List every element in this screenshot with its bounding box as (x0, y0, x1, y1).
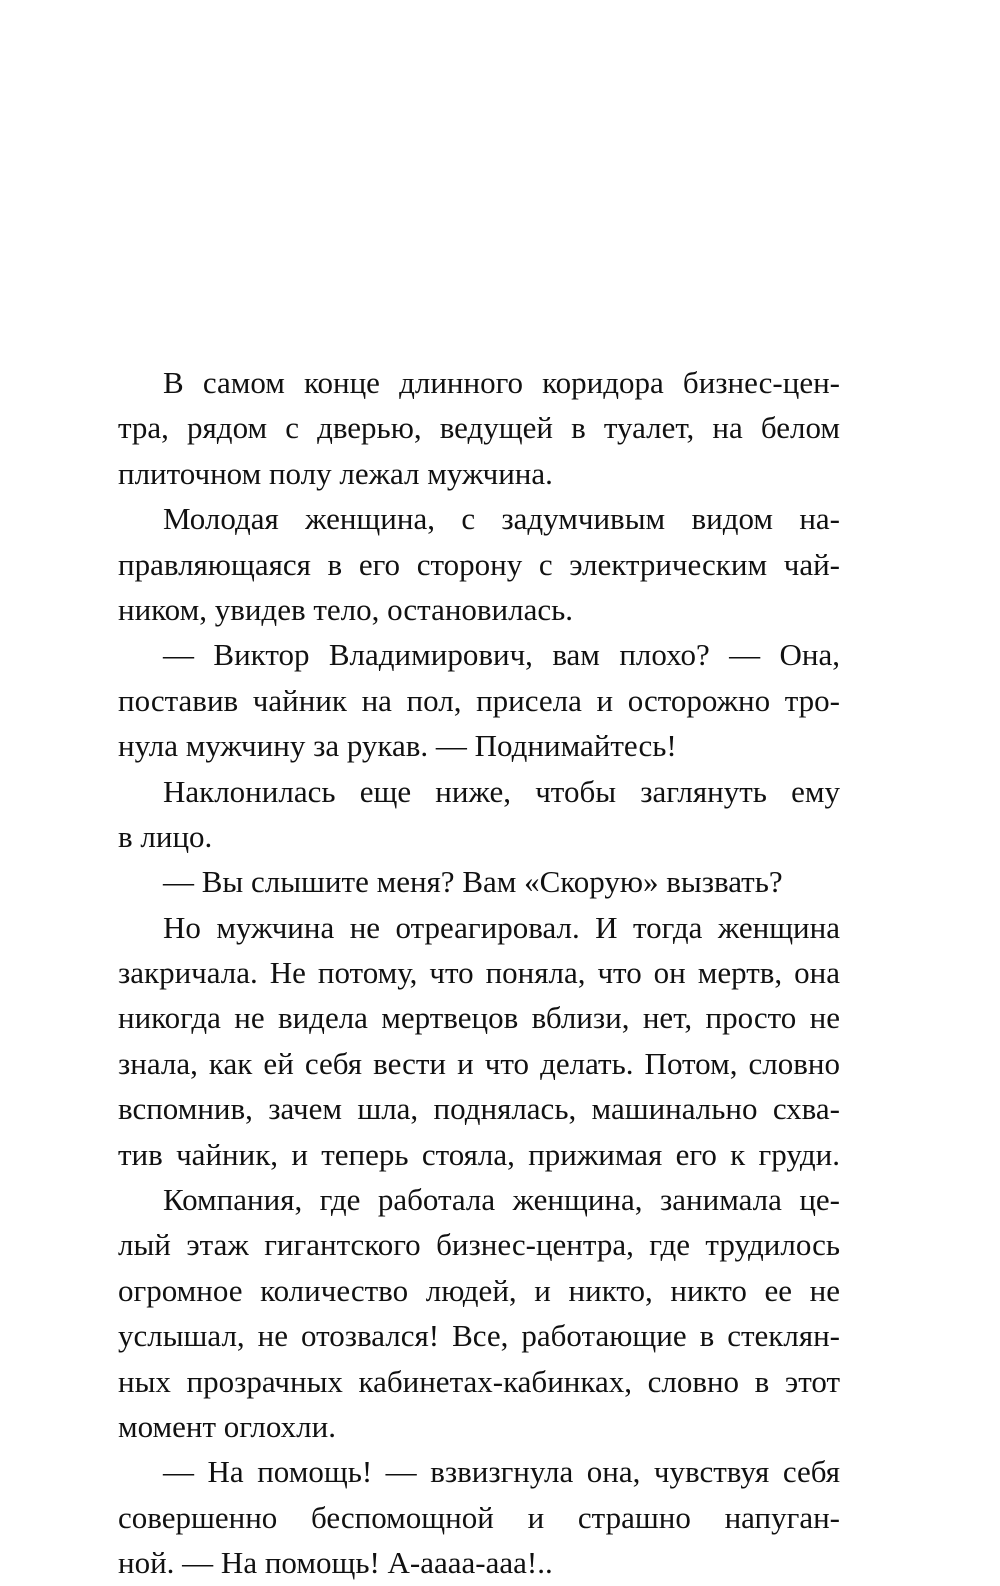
text-line: В самом конце длинного коридора бизнес-цен- (163, 365, 840, 400)
text-line: Компания, где работала женщина, занимала це- (163, 1182, 840, 1218)
text-line: огромное количество людей, и никто, никто ее не (118, 1272, 840, 1308)
paragraph-6 (118, 905, 840, 1177)
text-line: лый этаж гигантского бизнес-центра, где трудилось (118, 1227, 840, 1263)
text-line: нула мужчину за рукав. — Поднимайтесь! (118, 728, 677, 764)
text-line: никогда не видела мертвецов вблизи, нет, просто не (118, 1000, 840, 1036)
text-line: в лицо. (118, 818, 213, 854)
text-line: Молодая женщина, с задумчивым видом на- (163, 501, 840, 537)
text-line: вспомнив, зачем шла, поднялась, машинально схва- (118, 1091, 840, 1127)
text-line: совершенно беспомощной и страшно напуган- (118, 1499, 840, 1535)
text-line: ником, увидев тело, остановилась. (118, 591, 574, 627)
page-text (118, 360, 840, 1586)
text-line: тра, рядом с дверью, ведущей в туалет, на белом (118, 410, 840, 446)
text-line: момент оглохли. (118, 1408, 336, 1444)
paragraph-5 (118, 859, 840, 904)
paragraph-3 (118, 632, 840, 768)
paragraph-8 (118, 1449, 840, 1585)
text-line: правляющаяся в его сторону с электрическим чай- (118, 546, 840, 582)
text-line: знала, как ей себя вести и что делать. Потом, словно (118, 1045, 840, 1081)
text-line: тив чайник, и теперь стояла, прижимая его к груди. (118, 1136, 840, 1172)
text-line: Наклонилась еще ниже, чтобы заглянуть ему (163, 773, 840, 809)
paragraph-4 (118, 769, 840, 860)
text-line: закричала. Не потому, что поняла, что он мертв, она (118, 955, 840, 991)
text-line: — Вы слышите меня? Вам «Скорую» вызвать? (163, 864, 783, 900)
text-line: Но мужчина не отреагировал. И тогда женщина (163, 909, 840, 945)
paragraph-1 (118, 360, 840, 496)
text-line: — Виктор Владимирович, вам плохо? — Она, (163, 637, 840, 673)
text-line: ных прозрачных кабинетах-кабинках, словно в этот (118, 1363, 840, 1399)
paragraph-2 (118, 496, 840, 632)
text-line: поставив чайник на пол, присела и осторожно тро- (118, 682, 840, 718)
text-line: услышал, не отозвался! Все, работающие в стеклян- (118, 1318, 840, 1354)
text-line: плиточном полу лежал мужчина. (118, 455, 553, 491)
paragraph-7 (118, 1177, 840, 1449)
text-line: — На помощь! — взвизгнула она, чувствуя себя (163, 1454, 840, 1490)
text-line: ной. — На помощь! А-аааа-ааа!.. (118, 1545, 553, 1581)
